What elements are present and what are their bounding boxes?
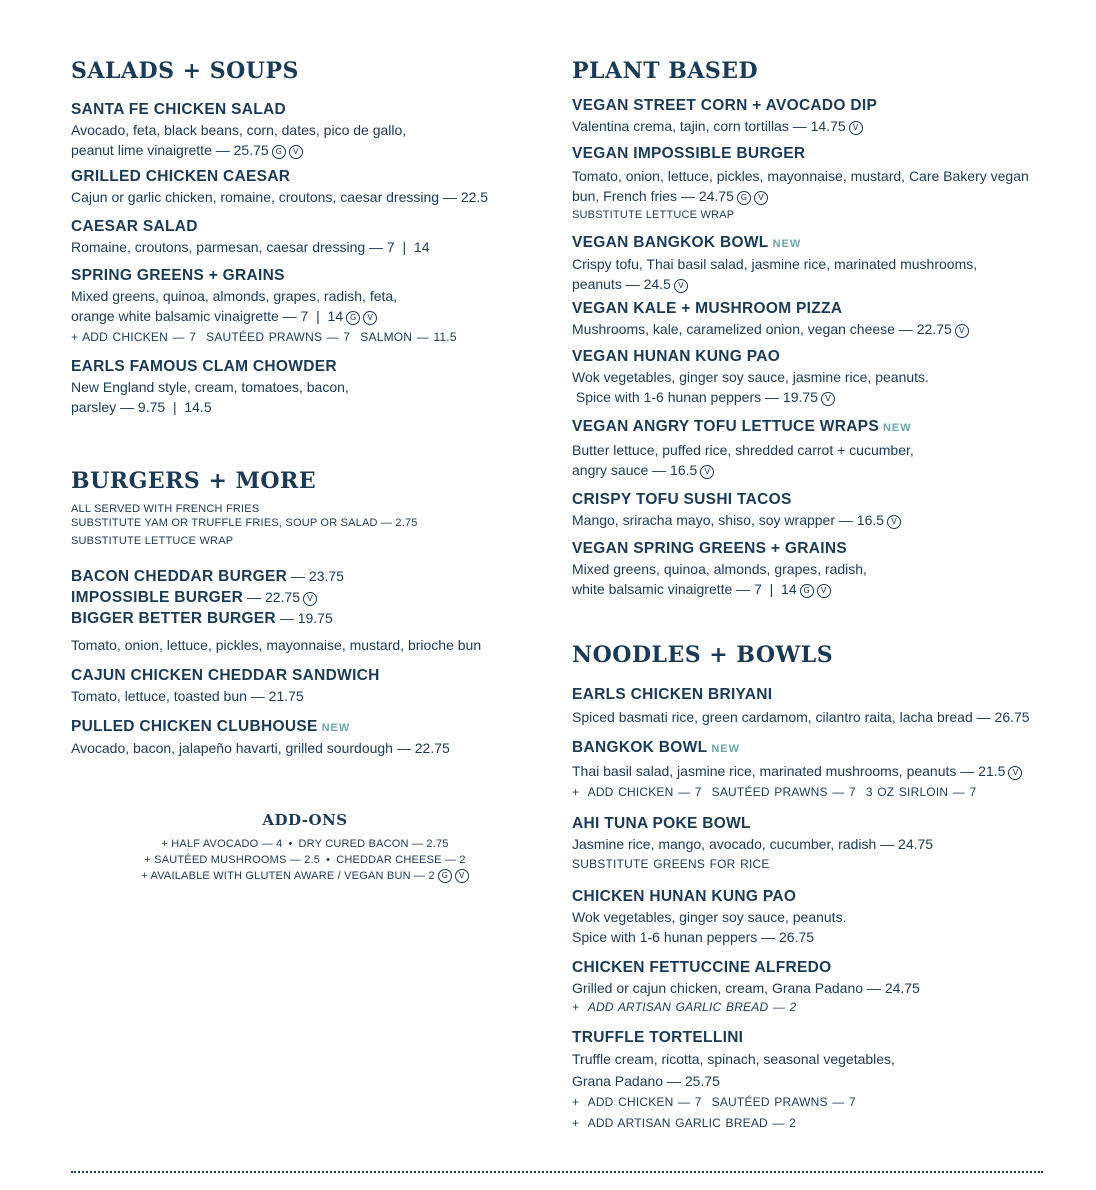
item-desc: Grilled or cajun chicken, cream, Grana Padano — 24.75	[572, 980, 920, 996]
item-desc: Spiced basmati rice, green cardamom, cilantro raita, lacha bread — 26.75	[572, 709, 1030, 725]
item-name: SPRING GREENS + GRAINS	[71, 267, 285, 284]
menu-item-earls-chicken-briyani[interactable]	[572, 685, 1050, 727]
item-addons: + ADD CHICKEN — 7 SAUTÉED PRAWNS — 7 SALMON — 11.5	[71, 330, 457, 344]
item-desc-line2: white balsamic vinaigrette — 7 | 14 G V	[572, 579, 1050, 599]
menu-item-bacon-cheddar-burger[interactable]: BACON CHEDDAR BURGER — 23.75	[71, 568, 344, 585]
item-desc: Truffle cream, ricotta, spinach, seasonal vegetables,	[572, 1051, 895, 1067]
menu-item-spring-greens-grains[interactable]	[71, 266, 511, 346]
menu-item-impossible-burger[interactable]: IMPOSSIBLE BURGER — 22.75 V	[71, 587, 511, 608]
item-addon-2: + ADD ARTISAN GARLIC BREAD — 2	[572, 1116, 797, 1130]
gluten-aware-icon: G	[438, 869, 452, 883]
burger-description: Tomato, onion, lettuce, pickles, mayonnaise, mustard, brioche bun	[71, 637, 482, 653]
burger-list	[71, 566, 511, 629]
vegan-icon: V	[955, 324, 969, 338]
menu-item-crispy-tofu-sushi-tacos[interactable]	[572, 490, 1050, 530]
item-name: SANTA FE CHICKEN SALAD	[71, 101, 286, 118]
item-desc: Mushrooms, kale, caramelized onion, vegan cheese — 22.75 V	[572, 319, 1050, 339]
new-badge: NEW	[882, 422, 912, 434]
item-name: VEGAN KALE + MUSHROOM PIZZA	[572, 300, 843, 317]
item-desc-line2: Spice with 1-6 hunan peppers — 26.75	[572, 929, 815, 945]
menu-item-vegan-impossible-burger[interactable]	[572, 144, 1050, 222]
vegan-icon: V	[817, 584, 831, 598]
item-name: VEGAN SPRING GREENS + GRAINS	[572, 540, 847, 557]
item-desc-line2: bun, French fries — 24.75 G V	[572, 186, 1050, 206]
item-name-row: PULLED CHICKEN CLUBHOUSE NEW	[71, 718, 351, 735]
note-lettuce-wrap: SUBSTITUTE LETTUCE WRAP	[71, 535, 234, 547]
gluten-aware-icon: G	[272, 145, 286, 159]
item-addons: + ADD CHICKEN — 7 SAUTÉED PRAWNS — 7	[572, 1095, 856, 1109]
item-name: CHICKEN HUNAN KUNG PAO	[572, 888, 797, 905]
dotted-divider	[71, 1171, 1043, 1173]
item-name: VEGAN IMPOSSIBLE BURGER	[572, 145, 806, 162]
addons-title: ADD-ONS	[262, 811, 348, 829]
item-desc: Tomato, onion, lettuce, pickles, mayonnaise, mustard, Care Bakery vegan	[572, 168, 1029, 184]
gluten-aware-icon: G	[737, 191, 751, 205]
vegan-icon: V	[700, 465, 714, 479]
bullet-separator: •	[288, 838, 293, 850]
salads-soups-title: SALADS + SOUPS	[71, 58, 299, 84]
plant-based-title: PLANT BASED	[572, 58, 759, 84]
gluten-aware-icon: G	[346, 311, 360, 325]
vegan-icon: V	[303, 592, 317, 606]
menu-item-vegan-angry-tofu-wraps[interactable]	[572, 417, 1050, 480]
addons-line-3: + AVAILABLE WITH GLUTEN AWARE / VEGAN BUN — 2 G V	[71, 868, 539, 884]
item-name: AHI TUNA POKE BOWL	[572, 815, 751, 832]
item-name: EARLS FAMOUS CLAM CHOWDER	[71, 358, 337, 375]
item-desc-line2: parsley — 9.75 | 14.5	[71, 399, 212, 415]
menu-item-grilled-chicken-caesar[interactable]	[71, 167, 511, 207]
addons-line-1: + HALF AVOCADO — 4 • DRY CURED BACON — 2.75	[161, 838, 449, 850]
note-substitute-fries: SUBSTITUTE YAM OR TRUFFLE FRIES, SOUP OR SALAD — 2.75	[71, 517, 418, 529]
menu-item-vegan-street-corn-dip[interactable]	[572, 96, 1050, 136]
item-desc: Mixed greens, quinoa, almonds, grapes, radish, feta,	[71, 288, 398, 304]
menu-item-caesar-salad[interactable]	[71, 217, 511, 257]
menu-item-chicken-fettuccine-alfredo[interactable]	[572, 958, 1050, 1016]
item-name: GRILLED CHICKEN CAESAR	[71, 168, 291, 185]
item-desc: Wok vegetables, ginger soy sauce, jasmine rice, peanuts.	[572, 369, 929, 385]
vegan-icon: V	[887, 515, 901, 529]
item-name: CAJUN CHICKEN CHEDDAR SANDWICH	[71, 667, 380, 684]
note-fries: ALL SERVED WITH FRENCH FRIES	[71, 503, 260, 515]
menu-item-pulled-chicken-clubhouse[interactable]	[71, 717, 511, 758]
menu-item-truffle-tortellini[interactable]	[572, 1028, 1050, 1134]
item-name: CHICKEN FETTUCCINE ALFREDO	[572, 959, 832, 976]
item-desc: Crispy tofu, Thai basil salad, jasmine rice, marinated mushrooms,	[572, 256, 978, 272]
bullet-separator: •	[326, 854, 331, 866]
item-desc: Wok vegetables, ginger soy sauce, peanuts.	[572, 909, 847, 925]
item-desc: Mango, sriracha mayo, shiso, soy wrapper — 16.5 V	[572, 510, 1050, 530]
vegan-icon: V	[289, 145, 303, 159]
menu-item-vegan-spring-greens[interactable]	[572, 539, 1050, 599]
menu-item-bigger-better-burger[interactable]: BIGGER BETTER BURGER — 19.75	[71, 610, 333, 627]
menu-item-clam-chowder[interactable]	[71, 357, 511, 417]
item-addon: + ADD ARTISAN GARLIC BREAD — 2	[572, 1000, 797, 1014]
item-name: CAESAR SALAD	[71, 218, 198, 235]
item-desc-line2: peanut lime vinaigrette — 25.75 G V	[71, 140, 511, 160]
item-desc: Jasmine rice, mango, avocado, cucumber, radish — 24.75	[572, 836, 934, 852]
item-desc-line2: orange white balsamic vinaigrette — 7 | 14 G V	[71, 306, 511, 326]
item-desc: Tomato, lettuce, toasted bun — 21.75	[71, 688, 304, 704]
item-desc: Cajun or garlic chicken, romaine, croutons, caesar dressing — 22.5	[71, 189, 489, 205]
vegan-icon: V	[674, 279, 688, 293]
menu-item-chicken-hunan-kung-pao[interactable]	[572, 887, 1050, 947]
item-desc: Avocado, bacon, jalapeño havarti, grilled sourdough — 22.75	[71, 740, 450, 756]
item-desc-line2: peanuts — 24.5 V	[572, 274, 1050, 294]
item-name: CRISPY TOFU SUSHI TACOS	[572, 491, 792, 508]
item-desc: Butter lettuce, puffed rice, shredded carrot + cucumber,	[572, 442, 914, 458]
addons-box	[71, 810, 539, 884]
menu-item-vegan-bangkok-bowl[interactable]	[572, 233, 1050, 294]
item-name: TRUFFLE TORTELLINI	[572, 1029, 744, 1046]
vegan-icon: V	[363, 311, 377, 325]
item-desc-line2: angry sauce — 16.5 V	[572, 460, 1050, 480]
menu-item-bangkok-bowl[interactable]	[572, 738, 1050, 801]
menu-item-vegan-kale-mushroom-pizza[interactable]	[572, 299, 1050, 339]
item-name-row: VEGAN BANGKOK BOWL NEW	[572, 234, 802, 251]
item-name: VEGAN STREET CORN + AVOCADO DIP	[572, 97, 878, 114]
item-note: SUBSTITUTE GREENS FOR RICE	[572, 857, 770, 871]
item-note: SUBSTITUTE LETTUCE WRAP	[572, 209, 735, 221]
menu-item-ahi-tuna-poke-bowl[interactable]	[572, 814, 1050, 873]
gluten-aware-icon: G	[800, 584, 814, 598]
item-desc: Avocado, feta, black beans, corn, dates, pico de gallo,	[71, 122, 407, 138]
vegan-icon: V	[821, 392, 835, 406]
item-name: VEGAN HUNAN KUNG PAO	[572, 348, 781, 365]
item-desc: Romaine, croutons, parmesan, caesar dressing — 7 | 14	[71, 239, 430, 255]
item-desc-line2: Spice with 1-6 hunan peppers — 19.75 V	[572, 387, 1050, 407]
item-addons: + ADD CHICKEN — 7 SAUTÉED PRAWNS — 7 3 OZ SIRLOIN — 7	[572, 785, 977, 799]
new-badge: NEW	[711, 743, 741, 755]
vegan-icon: V	[1008, 766, 1022, 780]
item-desc: New England style, cream, tomatoes, bacon,	[71, 379, 349, 395]
new-badge: NEW	[772, 238, 802, 250]
item-name-row: VEGAN ANGRY TOFU LETTUCE WRAPS NEW	[572, 418, 912, 435]
item-desc-line2: Grana Padano — 25.75	[572, 1073, 720, 1089]
item-name-row: BANGKOK BOWL NEW	[572, 739, 741, 756]
menu-item-santa-fe-chicken-salad[interactable]	[71, 100, 511, 160]
menu-item-vegan-hunan-kung-pao[interactable]	[572, 347, 1050, 407]
new-badge: NEW	[321, 722, 351, 734]
menu-item-cajun-chicken-sandwich[interactable]	[71, 666, 511, 706]
vegan-icon: V	[455, 869, 469, 883]
item-name: EARLS CHICKEN BRIYANI	[572, 686, 773, 703]
burgers-notes	[71, 502, 511, 548]
burgers-more-title: BURGERS + MORE	[71, 468, 317, 494]
vegan-icon: V	[754, 191, 768, 205]
addons-line-2: + SAUTÉED MUSHROOMS — 2.5 • CHEDDAR CHEESE — 2	[144, 854, 466, 866]
item-desc: Mixed greens, quinoa, almonds, grapes, radish,	[572, 561, 867, 577]
item-desc: Valentina crema, tajin, corn tortillas — 14.75 V	[572, 116, 1050, 136]
vegan-icon: V	[849, 121, 863, 135]
item-desc: Thai basil salad, jasmine rice, marinated mushrooms, peanuts — 21.5 V	[572, 761, 1050, 781]
noodles-bowls-title: NOODLES + BOWLS	[572, 642, 834, 668]
